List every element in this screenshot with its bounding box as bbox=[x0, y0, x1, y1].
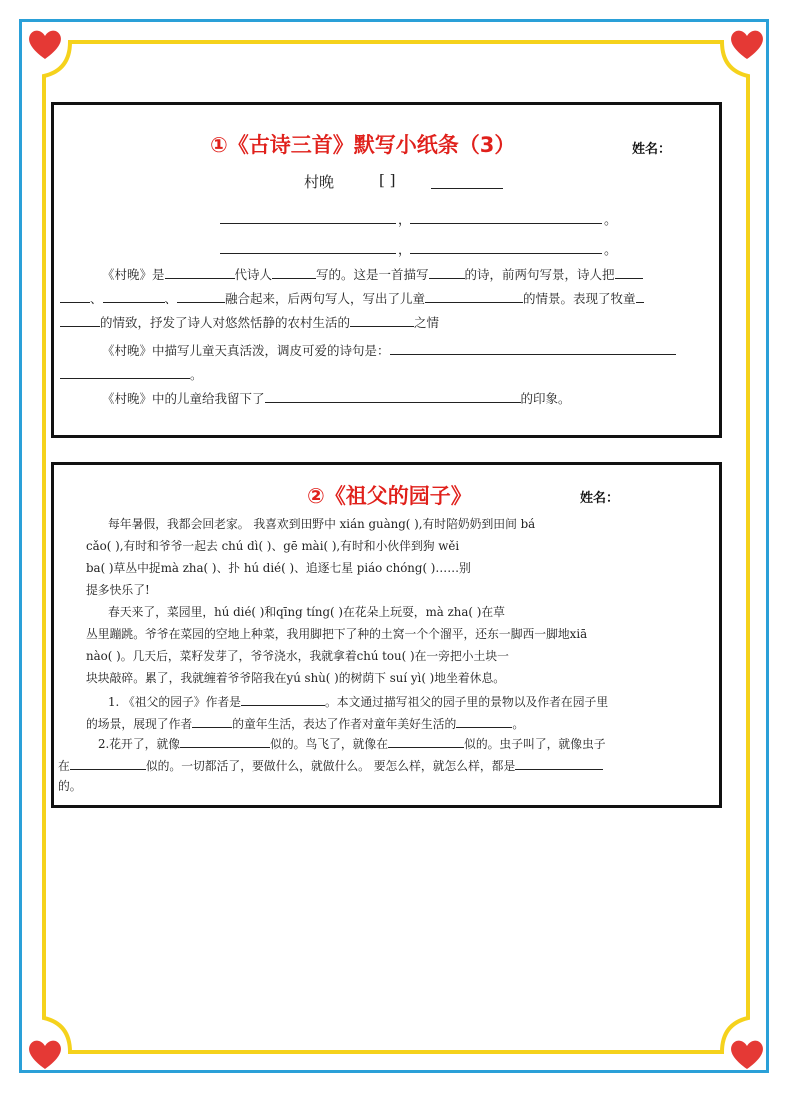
verse-blank[interactable] bbox=[220, 252, 396, 254]
answer-blank[interactable] bbox=[388, 733, 464, 748]
paragraph-line: 、 、 融合起来，后两句写人，写出了儿童 的情景。表现了牧童 bbox=[60, 288, 644, 308]
paragraph-line: nào( )。几天后，菜籽发芽了，爷爷浇水，我就拿着chú tou( )在一旁把小土块一 bbox=[86, 649, 509, 663]
heart-icon bbox=[27, 1037, 63, 1071]
answer-blank[interactable] bbox=[456, 713, 512, 728]
paragraph-line: 丛里蹦跳。爷爷在菜园的空地上种菜，我用脚把下了种的土窝一个个溜平，还东一脚西一脚地xiā bbox=[86, 627, 588, 641]
period: 。 bbox=[604, 213, 618, 228]
paragraph-line: 提多快乐了! bbox=[86, 583, 150, 597]
dynasty-bracket: [ ] bbox=[379, 171, 396, 189]
answer-blank[interactable] bbox=[192, 713, 232, 728]
answer-blank[interactable] bbox=[60, 364, 190, 379]
worksheet-card-2 bbox=[51, 462, 722, 808]
paragraph-line: 的情致，抒发了诗人对悠然恬静的农村生活的 之情 bbox=[60, 312, 439, 332]
answer-blank[interactable] bbox=[165, 264, 235, 279]
question-2: 2.花开了，就像 似的。鸟飞了，就像在 似的。虫子叫了，就像虫子 bbox=[98, 733, 606, 753]
comma: ， bbox=[398, 243, 412, 258]
answer-blank[interactable] bbox=[636, 288, 644, 303]
card-title: ②《祖父的园子》 bbox=[307, 484, 472, 508]
answer-blank[interactable] bbox=[241, 691, 325, 706]
heart-icon bbox=[729, 1037, 765, 1071]
comma: ， bbox=[398, 213, 412, 228]
name-label: 姓名： bbox=[632, 142, 672, 157]
worksheet-card-1 bbox=[51, 102, 722, 438]
paragraph-line: 。 bbox=[60, 364, 203, 384]
question-1: 1. 《祖父的园子》作者是 。本文通过描写祖父的园子里的景物以及作者在园子里 bbox=[108, 691, 608, 711]
answer-blank[interactable] bbox=[425, 288, 523, 303]
verse-blank[interactable] bbox=[220, 222, 396, 224]
poem-title: 村晚 bbox=[304, 173, 335, 191]
answer-blank[interactable] bbox=[180, 733, 270, 748]
author-blank[interactable] bbox=[431, 187, 503, 189]
paragraph-line: ba( )草丛中捉mà zha( )、扑 hú dié( )、追逐七星 piáo chóng( )……别 bbox=[86, 561, 471, 575]
answer-blank[interactable] bbox=[350, 312, 414, 327]
name-label: 姓名： bbox=[580, 491, 620, 506]
answer-blank[interactable] bbox=[265, 388, 521, 403]
paragraph-line: 每年暑假，我都会回老家。 我喜欢到田野中 xián guàng( ),有时陪奶奶到田间 bá bbox=[108, 517, 536, 531]
answer-blank[interactable] bbox=[272, 264, 316, 279]
verse-blank[interactable] bbox=[410, 222, 602, 224]
question-2: 在 似的。一切都活了，要做什么，就做什么。 要怎么样，就怎么样，都是 bbox=[58, 755, 603, 775]
paragraph-line: 块块敲碎。累了，我就缠着爷爷陪我在yú shù( )的树荫下 suí yì( )地坐着休息。 bbox=[86, 671, 506, 685]
question-2: 的。 bbox=[58, 779, 82, 793]
paragraph-line: 《村晚》中描写儿童天真活泼，调皮可爱的诗句是： bbox=[102, 340, 676, 360]
answer-blank[interactable] bbox=[615, 264, 643, 279]
answer-blank[interactable] bbox=[429, 264, 465, 279]
answer-blank[interactable] bbox=[60, 288, 90, 303]
heart-icon bbox=[27, 27, 63, 61]
question-1: 的场景，展现了作者 的童年生活，表达了作者对童年美好生活的 。 bbox=[86, 713, 524, 733]
paragraph-line: 《村晚》是 代诗人 写的。这是一首描写 的诗，前两句写景，诗人把 bbox=[102, 264, 643, 284]
paragraph-line: 春天来了，菜园里，hú dié( )和qīng tíng( )在花朵上玩耍，mà zha( )在草 bbox=[108, 605, 505, 619]
verse-blank[interactable] bbox=[410, 252, 602, 254]
card-title: ①《古诗三首》默写小纸条（3） bbox=[210, 133, 516, 157]
paragraph-line: cǎo( ),有时和爷爷一起去 chú dì( )、gē mài( ),有时和小伙伴到狗 wěi bbox=[86, 539, 460, 553]
answer-blank[interactable] bbox=[177, 288, 225, 303]
answer-blank[interactable] bbox=[390, 340, 676, 355]
answer-blank[interactable] bbox=[70, 755, 146, 770]
answer-blank[interactable] bbox=[60, 312, 100, 327]
answer-blank[interactable] bbox=[103, 288, 165, 303]
heart-icon bbox=[729, 27, 765, 61]
answer-blank[interactable] bbox=[515, 755, 603, 770]
period: 。 bbox=[604, 243, 618, 258]
paragraph-line: 《村晚》中的儿童给我留下了 的印象。 bbox=[102, 388, 571, 408]
